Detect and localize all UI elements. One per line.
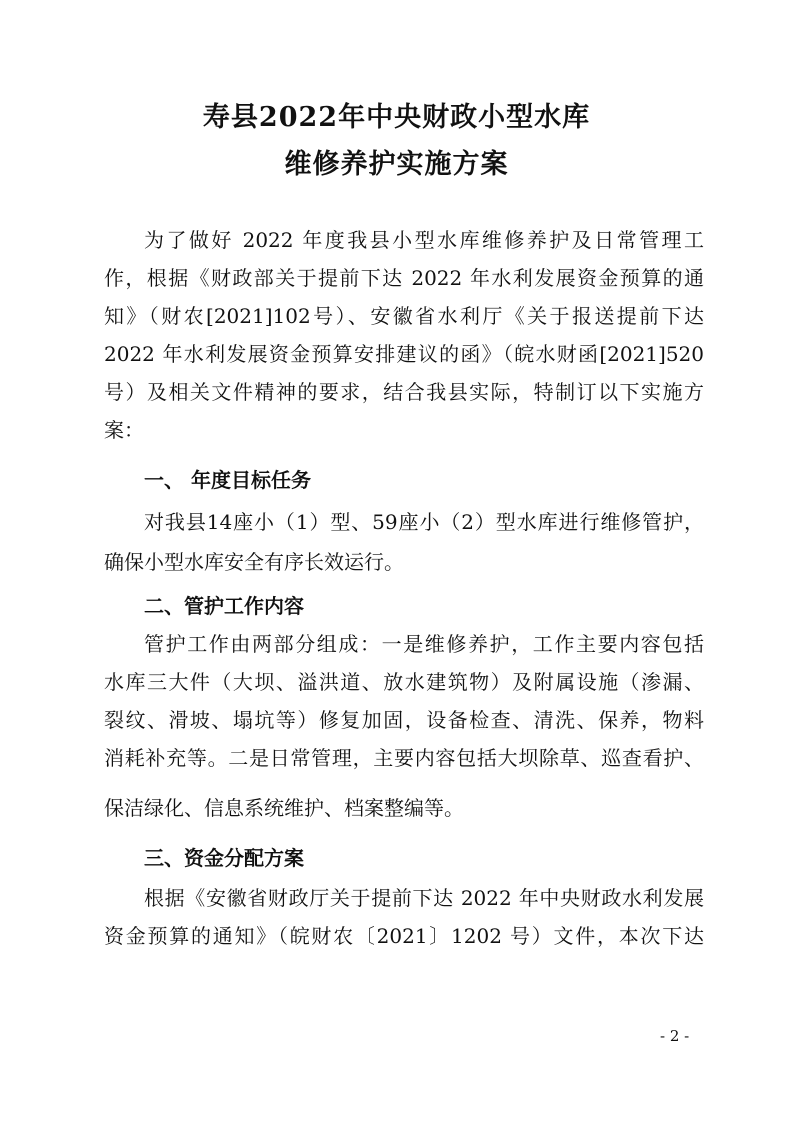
section-heading-1: 一、 年度目标任务 — [144, 468, 311, 492]
paragraph-3-line-4: 消耗补充等。二是日常管理，主要内容包括大坝除草、巡查看护、 — [104, 746, 704, 770]
section-heading-3: 三、资金分配方案 — [144, 846, 304, 870]
paragraph-3-line-3: 裂纹、滑坡、塌坑等）修复加固，设备检查、清洗、保养，物料 — [104, 708, 704, 732]
section-heading-2: 二、管护工作内容 — [144, 594, 304, 618]
paragraph-4-line-1: 根据《安徽省财政厅关于提前下达 2022 年中央财政水利发展 — [144, 886, 704, 910]
paragraph-3-line-1: 管护工作由两部分组成：一是维修养护，工作主要内容包括 — [144, 632, 704, 656]
paragraph-2-line-2: 确保小型水库安全有序长效运行。 — [104, 550, 404, 574]
paragraph-1-line-2: 作，根据《财政部关于提前下达 2022 年水利发展资金预算的通 — [104, 266, 704, 290]
paragraph-4-line-2: 资金预算的通知》（皖财农〔2021〕1202 号）文件，本次下达 — [104, 924, 704, 948]
paragraph-3-line-5: 保洁绿化、信息系统维护、档案整编等。 — [104, 796, 464, 820]
paragraph-1-line-6: 案： — [104, 418, 144, 442]
paragraph-3-line-2: 水库三大件（大坝、溢洪道、放水建筑物）及附属设施（渗漏、 — [104, 670, 704, 694]
document-title-line-1: 寿县2022年中央财政小型水库 — [202, 102, 591, 133]
paragraph-1-line-3: 知》（财农[2021]102号）、安徽省水利厅《关于报送提前下达 — [104, 304, 704, 328]
paragraph-2-line-1: 对我县14座小（1）型、59座小（2）型水库进行维修管护， — [144, 510, 704, 534]
document-title-line-2: 维修养护实施方案 — [284, 149, 509, 180]
paragraph-1-line-5: 号）及相关文件精神的要求，结合我县实际，特制订以下实施方 — [104, 380, 704, 404]
paragraph-1-line-1: 为了做好 2022 年度我县小型水库维修养护及日常管理工 — [144, 228, 704, 252]
page-number: - 2 - — [660, 1027, 690, 1045]
paragraph-1-line-4: 2022 年水利发展资金预算安排建议的函》（皖水财函[2021]520 — [104, 342, 704, 366]
